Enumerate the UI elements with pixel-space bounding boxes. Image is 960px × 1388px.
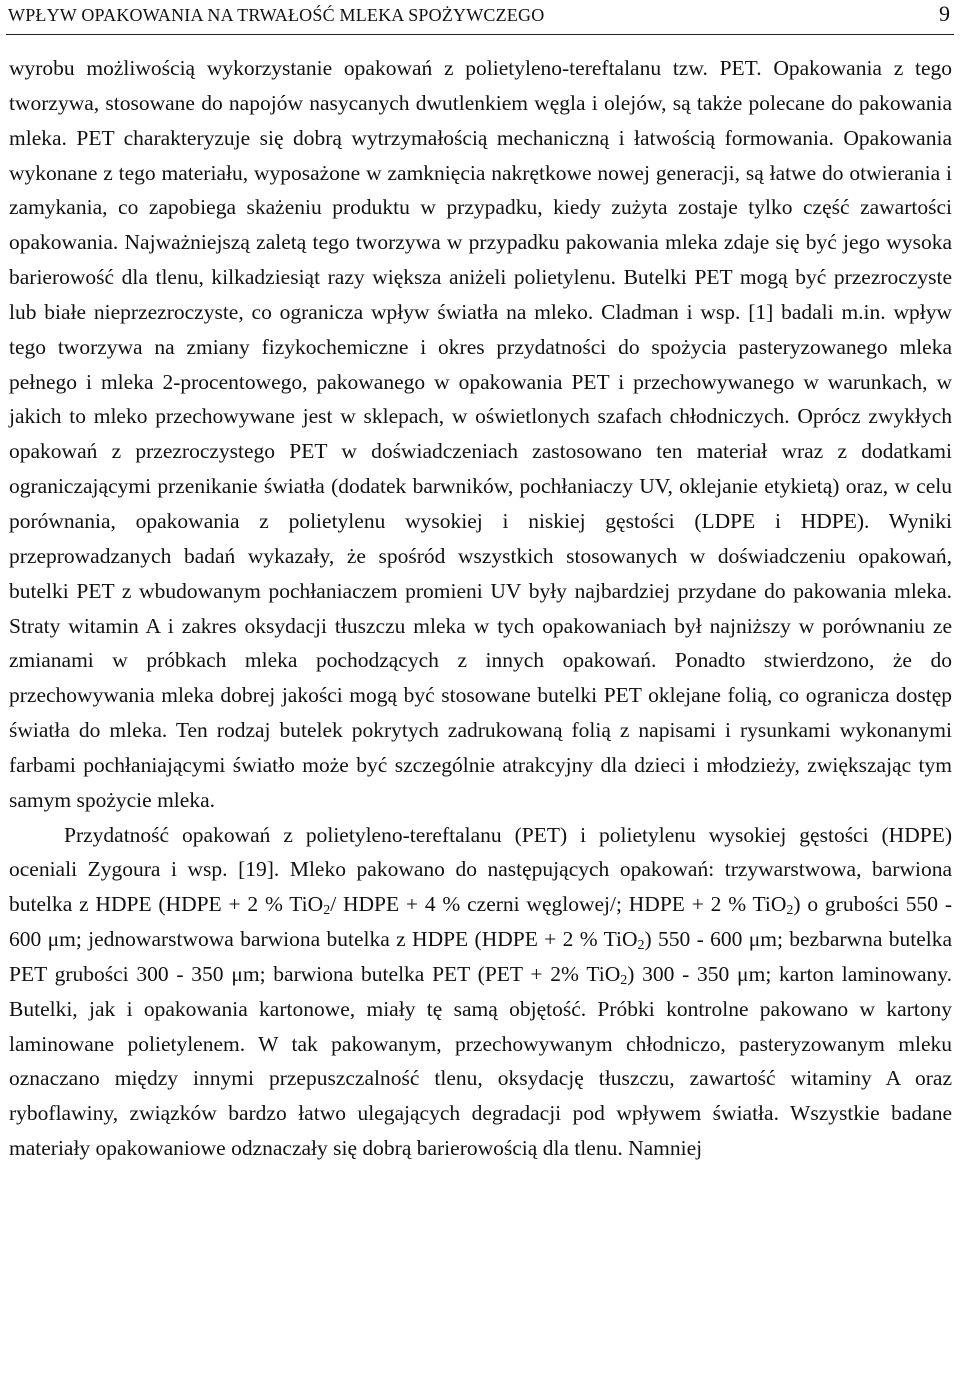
subscript-2: 2 — [323, 903, 331, 919]
subscript-2: 2 — [637, 938, 645, 954]
header-title: WPŁYW OPAKOWANIA NA TRWAŁOŚĆ MLEKA SPOŻYWCZEGO — [8, 5, 545, 25]
subscript-2: 2 — [786, 903, 794, 919]
body-text — [9, 51, 952, 1166]
subscript-2: 2 — [620, 972, 628, 988]
paragraph-2-text-4: ) 550 - 600 μm; bezbarwna butelka PET grubości 300 - 350 μm; barwiona butelka PET (PET + 2% TiO — [9, 927, 953, 986]
paragraph-2-text-5: ) 300 - 350 μm; karton laminowany. Butelki, jak i opakowania kartonowe, miały tę samą objętość. Próbki kontrolne pakowano w kartony laminowane polietylenem. W tak pakowanym, przechowywanym chłodniczo, pasteryzowanym mleku oznaczano między innymi przepuszczalność tlenu, oksydację tłuszczu, zawartość witaminy A oraz ryboflawiny, związków bardzo łatwo ulegających degradacji pod wpływem światła. Wszystkie badane materiały opakowaniowe odznaczały się dobrą barierowością dla tlenu. Namniej — [9, 961, 952, 1161]
paragraph-2-text-1: Przydatność opakowań z polietyleno-tereftalanu (PET) i polietylenu wysokiej gęstości (HDPE) oceniali Zygoura i wsp. [19]. Mleko pakowano do następujących opakowań: trzywarstwowa, barwiona butelka z HDPE (HDPE + 2 % TiO — [9, 822, 952, 917]
paragraph-1: wyrobu możliwością wykorzystanie opakowań z polietyleno-tereftalanu tzw. PET. Opakowania z tego tworzywa, stosowane do napojów nasycanych dwutlenkiem węgla i olejów, są także polecane do pakowania mleka. PET charakteryzuje się dobrą wytrzymałością mechaniczną i łatwością formowania. Opakowania wykonane z tego materiału, wyposażone w zamknięcia nakrętkowe nowej generacji, są łatwe do otwierania i zamykania, co zapobiega skażeniu produktu w przypadku, kiedy zużyta zostaje tylko część zawartości opakowania. Najważniejszą zaletą tego tworzywa w przypadku pakowania mleka zdaje się być jego wysoka barierowość dla tlenu, kilkadziesiąt razy większa aniżeli polietylenu. Butelki PET mogą być przezroczyste lub białe nieprzezroczyste, co ogranicza wpływ światła na mleko. Cladman i wsp. [1] badali m.in. wpływ tego tworzywa na zmiany fizykochemiczne i okres przydatności do spożycia pasteryzowanego mleka pełnego i mleka 2-procentowego, pakowanego w opakowania PET i przechowywanego w warunkach, w jakich to mleko przechowywane jest w sklepach, w oświetlonych szafach chłodniczych. Oprócz zwykłych opakowań z przezroczystego PET w doświadczeniach zastosowano ten materiał wraz z dodatkami ograniczającymi przenikanie światła (dodatek barwników, pochłaniaczy UV, oklejanie etykietą) oraz, w celu porównania, opakowania z polietylenu wysokiej i niskiej gęstości (LDPE i HDPE). Wyniki przeprowadzanych badań wykazały, że spośród wszystkich stosowanych w doświadczeniu opakowań, butelki PET z wbudowanym pochłaniaczem promieni UV były najbardziej przydane do pakowania mleka. Straty witamin A i zakres oksydacji tłuszczu mleka w tych opakowaniach był najniższy w porównaniu ze zmianami w próbkach mleka pochodzących z innych opakowań. Ponadto stwierdzono, że do przechowywania mleka dobrej jakości mogą być stosowane butelki PET oklejane folią, co ogranicza dostęp światła do mleka. Ten rodzaj butelek pokrytych zadrukowaną folią z napisami i rysunkami wykonanymi farbami pochłaniającymi światło może być szczególnie atrakcyjny dla dzieci i młodzieży, zwiększając tym samym spożycie mleka. — [9, 56, 952, 812]
page-number: 9 — [939, 1, 950, 26]
paragraph-2-text-3: ) o grubości 550 - 600 μm; jednowarstwowa barwiona butelka z HDPE (HDPE + 2 % TiO — [9, 892, 952, 952]
running-header — [6, 0, 954, 35]
paragraph-2 — [9, 818, 952, 1166]
paragraph-2-text-2: / HDPE + 4 % czerni węglowej/; HDPE + 2 % TiO — [330, 892, 787, 917]
